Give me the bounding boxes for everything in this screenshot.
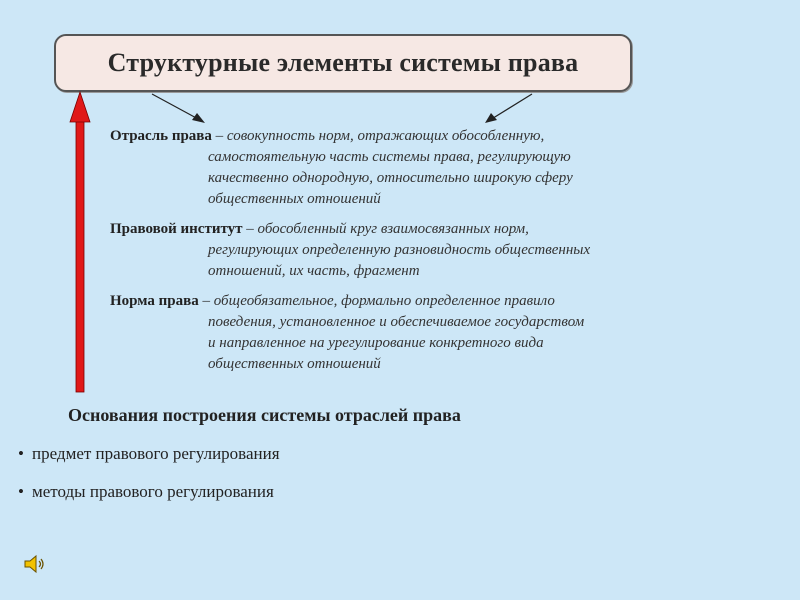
definition-line: и направленное на урегулирование конкретного вида	[208, 335, 544, 351]
definition-norma: Норма права – общеобязательное, формально определенное правило поведения, установленное и обеспечиваемое государством и направленное на урегулирование конкретного вида общественных отношений	[110, 291, 584, 375]
definition-line: общественных отношений	[208, 356, 381, 372]
red-up-arrow-icon	[70, 92, 90, 392]
bullet-dot: •	[18, 444, 24, 463]
bullet-text: методы правового регулирования	[32, 482, 274, 501]
definition-term: Правовой институт	[110, 221, 243, 237]
bullet-item	[18, 482, 274, 502]
definition-line: поведения, установленное и обеспечиваемое государством	[208, 314, 585, 330]
pointer-arrow-left-icon	[152, 94, 205, 123]
definition-line: отношений, их часть, фрагмент	[208, 263, 420, 279]
definition-line: самостоятельную часть системы права, регулирующую	[208, 149, 571, 165]
bullet-item	[18, 444, 280, 464]
definition-line: общественных отношений	[208, 191, 381, 207]
definition-institut: Правовой институт – обособленный круг взаимосвязанных норм, регулирующих определенную разновидность общественных отношений, их часть, фрагмент	[110, 219, 590, 282]
page-title: Структурные элементы системы права	[107, 48, 579, 77]
bullet-text: предмет правового регулирования	[32, 444, 280, 463]
definition-line: регулирующих определенную разновидность общественных	[208, 242, 591, 258]
definition-text: обособленный круг взаимосвязанных норм,	[257, 221, 529, 237]
speaker-icon[interactable]	[22, 552, 46, 581]
definition-text: общеобязательное, формально определенное правило	[213, 293, 555, 309]
definition-text: совокупность норм, отражающих обособленную,	[226, 128, 545, 144]
pointer-arrow-right-icon	[485, 94, 532, 123]
definition-line: качественно однородную, относительно широкую сферу	[208, 170, 573, 186]
definition-otrasl: Отрасль права – совокупность норм, отражающих обособленную, самостоятельную часть системы права, регулирующую качественно однородную, относительно широкую сферу общественных отношений	[110, 126, 573, 210]
bullet-dot: •	[18, 482, 24, 501]
basis-heading: Основания построения системы отраслей права	[68, 405, 461, 425]
definition-term: Норма права	[110, 293, 199, 309]
definition-term: Отрасль права	[110, 128, 212, 144]
